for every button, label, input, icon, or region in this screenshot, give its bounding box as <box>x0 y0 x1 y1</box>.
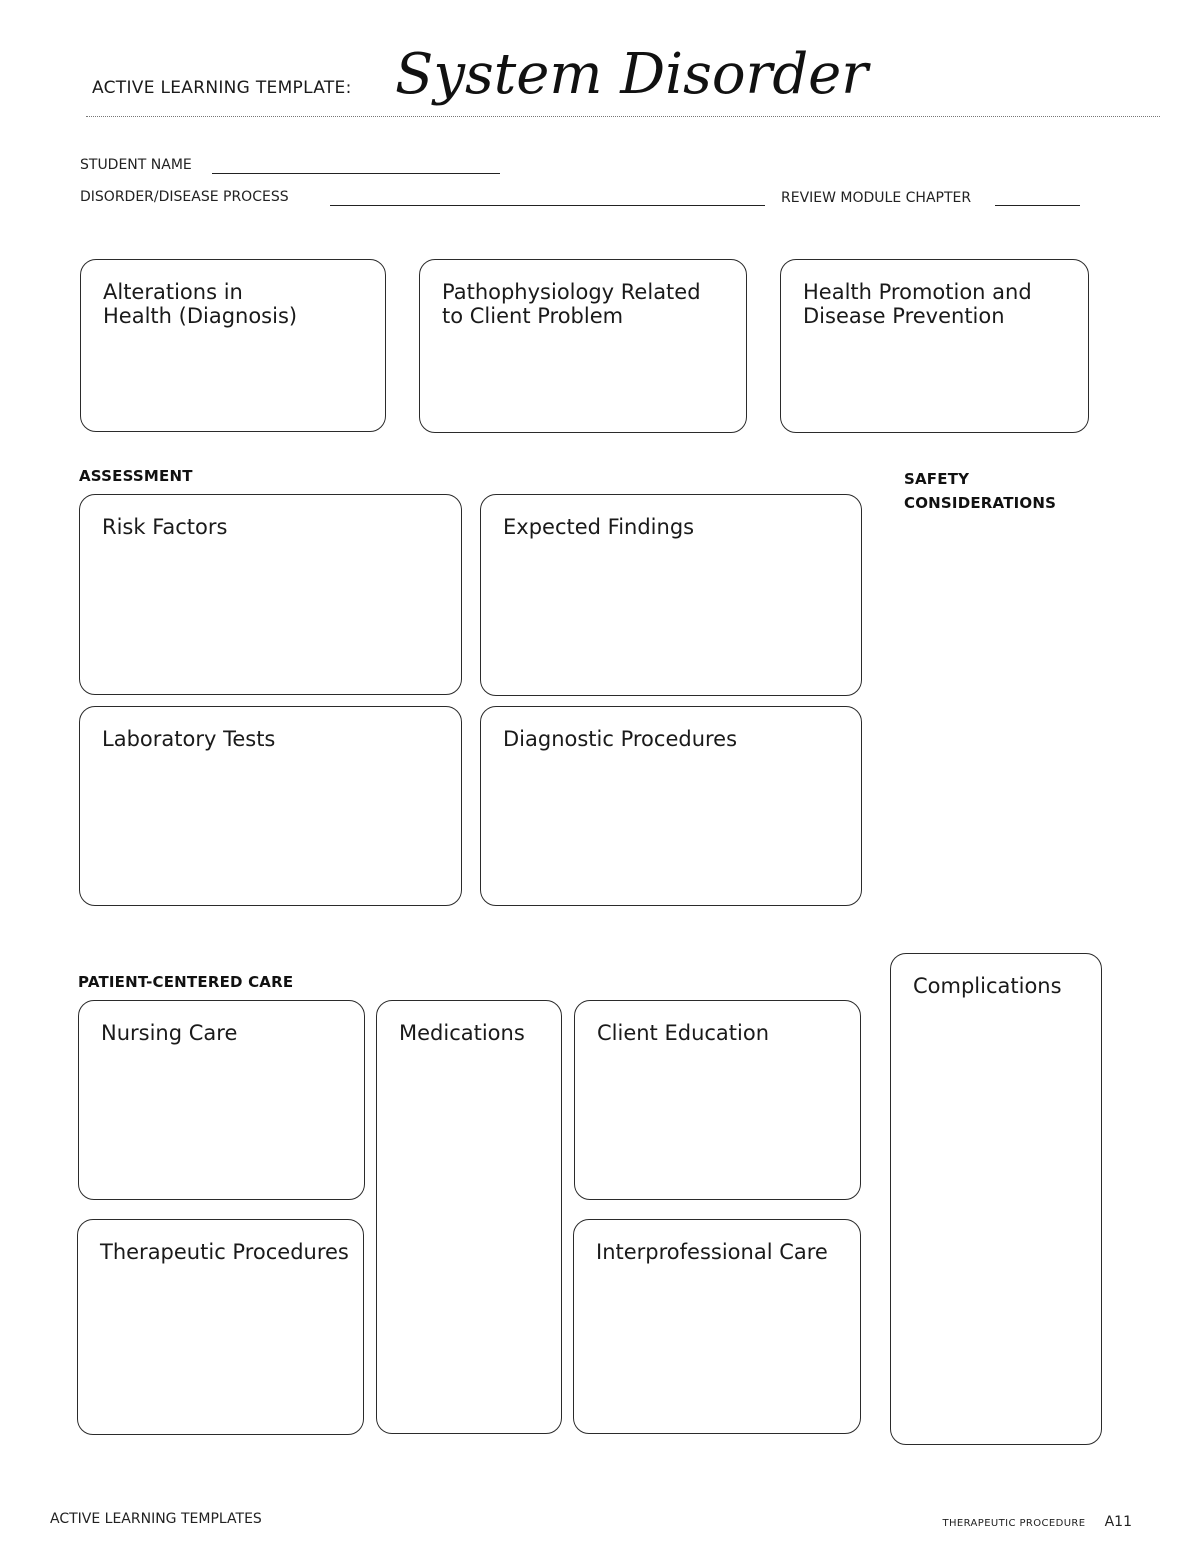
expected-findings-box[interactable] <box>480 494 862 696</box>
safety-heading: SAFETY CONSIDERATIONS <box>904 470 1057 512</box>
client-education-box[interactable] <box>574 1000 861 1200</box>
page-number: A11 <box>1104 1514 1132 1530</box>
medications-title: Medications <box>399 1021 525 1045</box>
footer-right <box>942 1511 1132 1530</box>
medications-box[interactable] <box>376 1000 562 1434</box>
footer-left-label: ACTIVE LEARNING TEMPLATES <box>50 1511 262 1527</box>
complications-title: Complications <box>913 974 1062 998</box>
alterations-box[interactable] <box>80 259 386 432</box>
template-label: ACTIVE LEARNING TEMPLATE: <box>92 78 352 98</box>
review-chapter-field[interactable] <box>995 205 1080 206</box>
diagnostic-procedures-title: Diagnostic Procedures <box>503 727 738 751</box>
therapeutic-procedures-box[interactable] <box>77 1219 364 1435</box>
interprofessional-care-title: Interprofessional Care <box>596 1240 828 1264</box>
risk-factors-title: Risk Factors <box>102 515 228 539</box>
health-promotion-title: Health Promotion and Disease Prevention <box>803 280 1032 328</box>
expected-findings-title: Expected Findings <box>503 515 695 539</box>
nursing-care-title: Nursing Care <box>101 1021 238 1045</box>
disorder-label: DISORDER/DISEASE PROCESS <box>80 189 289 205</box>
pathophysiology-box[interactable] <box>419 259 747 433</box>
review-chapter-label: REVIEW MODULE CHAPTER <box>781 190 972 206</box>
student-name-label: STUDENT NAME <box>80 157 192 173</box>
patient-care-heading: PATIENT-CENTERED CARE <box>78 973 294 991</box>
alterations-title: Alterations in Health (Diagnosis) <box>103 280 298 328</box>
therapeutic-procedures-title: Therapeutic Procedures <box>100 1240 349 1264</box>
template-title: System Disorder <box>395 42 869 107</box>
nursing-care-box[interactable] <box>78 1000 365 1200</box>
laboratory-tests-box[interactable] <box>79 706 462 906</box>
health-promotion-box[interactable] <box>780 259 1089 433</box>
diagnostic-procedures-box[interactable] <box>480 706 862 906</box>
client-education-title: Client Education <box>597 1021 770 1045</box>
disorder-field[interactable] <box>330 205 765 206</box>
laboratory-tests-title: Laboratory Tests <box>102 727 276 751</box>
assessment-heading: ASSESSMENT <box>79 467 193 485</box>
complications-box[interactable] <box>890 953 1102 1445</box>
student-name-field[interactable] <box>212 173 500 174</box>
interprofessional-care-box[interactable] <box>573 1219 861 1434</box>
footer-section-label: THERAPEUTIC PROCEDURE <box>942 1518 1086 1529</box>
header-divider <box>86 116 1160 117</box>
risk-factors-box[interactable] <box>79 494 462 695</box>
pathophysiology-title: Pathophysiology Related to Client Problem <box>442 280 701 328</box>
